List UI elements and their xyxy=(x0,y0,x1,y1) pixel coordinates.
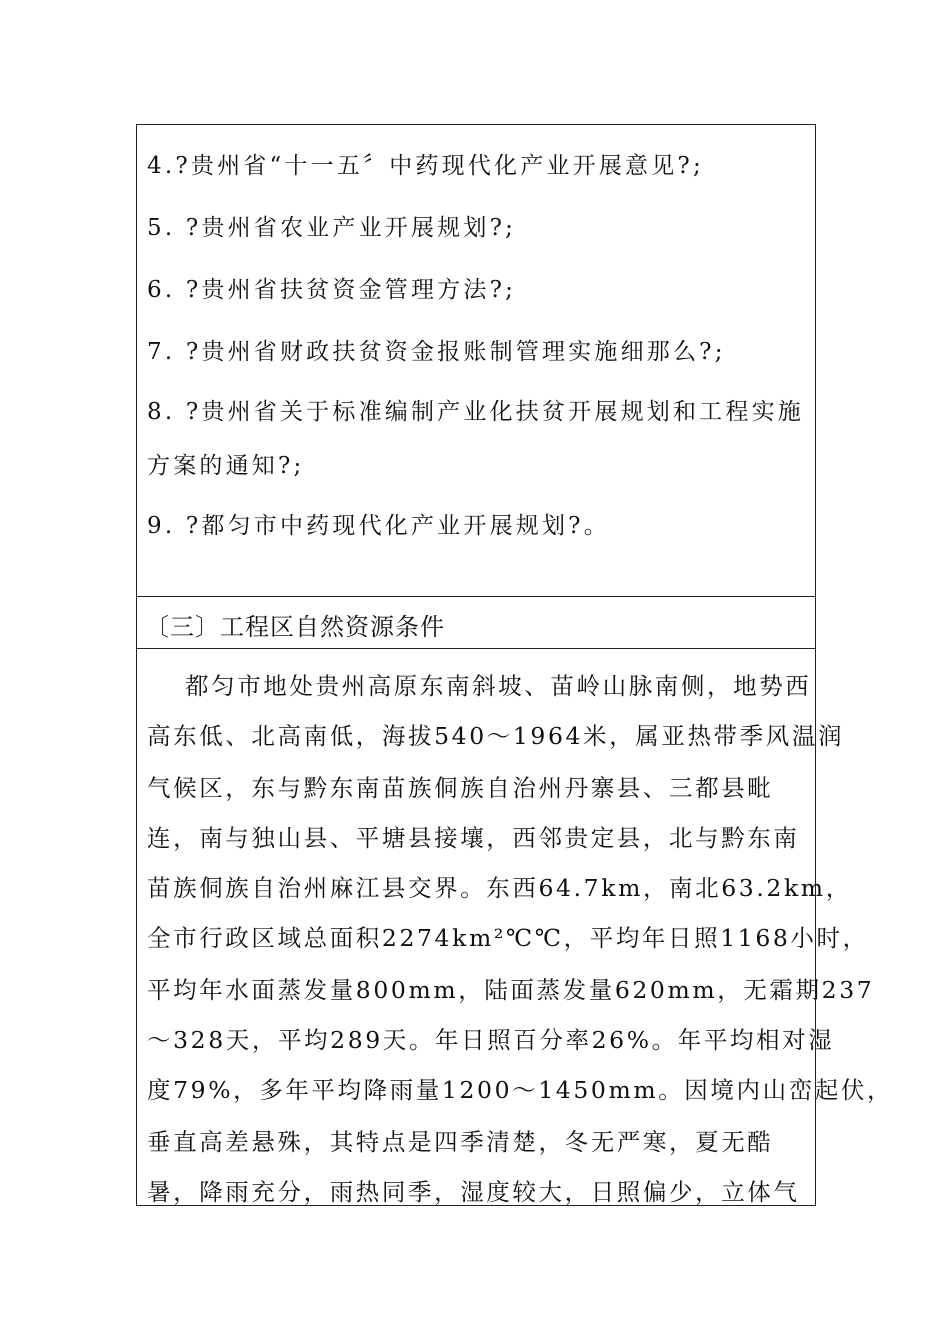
list-item: 9. ?都匀市中药现代化产业开展规划?。 xyxy=(147,513,610,539)
section-heading: 〔三〕工程区自然资源条件 xyxy=(145,613,445,641)
section-heading-cell xyxy=(137,597,815,649)
body-line: 都匀市地处贵州高原东南斜坡、苗岭山脉南侧，地势西 xyxy=(185,672,812,700)
body-line: 平均年水面蒸发量800mm，陆面蒸发量620mm，无霜期237 xyxy=(147,976,875,1004)
reference-list-cell xyxy=(137,125,815,597)
list-item: 8. ?贵州省关于标准编制产业化扶贫开展规划和工程实施 xyxy=(147,399,804,425)
body-line: 度79%，多年平均降雨量1200～1450mm。因境内山峦起伏， xyxy=(147,1076,894,1104)
body-line: 气候区，东与黔东南苗族侗族自治州丹寨县、三都县毗 xyxy=(147,774,774,802)
list-item: 7. ?贵州省财政扶贫资金报账制管理实施细那么?; xyxy=(147,339,726,365)
list-item-continuation: 方案的通知?; xyxy=(147,453,305,479)
body-line: 连，南与独山县、平塘县接壤，西邻贵定县，北与黔东南 xyxy=(147,824,800,852)
list-item: 5. ?贵州省农业产业开展规划?; xyxy=(147,215,517,241)
body-line: 高东低、北高南低，海拔540～1964米，属亚热带季风温润 xyxy=(147,722,845,750)
body-line: ～328天，平均289天。年日照百分率26%。年平均相对湿 xyxy=(147,1026,835,1054)
document-table xyxy=(136,124,894,1206)
body-line: 暑，降雨充分，雨热同季，湿度较大，日照偏少，立体气 xyxy=(147,1178,800,1206)
list-item: 4.?贵州省“十一五〞中药现代化产业开展意见?; xyxy=(147,153,704,179)
body-line: 全市行政区域总面积2274km²℃℃，平均年日照1168小时， xyxy=(147,924,869,952)
body-line: 苗族侗族自治州麻江县交界。东西64.7km，南北63.2km， xyxy=(147,874,852,902)
body-text-cell xyxy=(137,649,894,1206)
list-item: 6. ?贵州省扶贫资金管理方法?; xyxy=(147,277,517,303)
body-line: 垂直高差悬殊，其特点是四季清楚，冬无严寒，夏无酷 xyxy=(147,1128,774,1156)
